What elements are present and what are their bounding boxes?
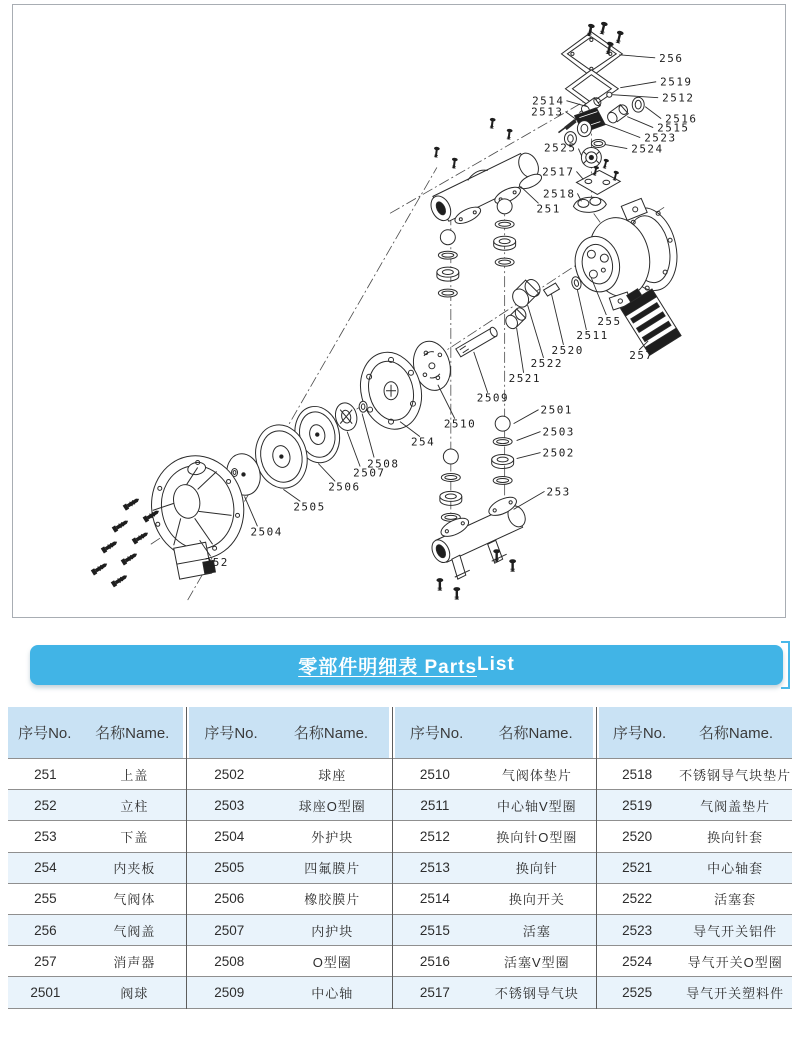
table-row	[8, 759, 792, 790]
part-2522-piston-sleeve	[510, 277, 543, 310]
part-number: 2514	[419, 891, 450, 907]
callout-2524: 2524	[631, 142, 664, 156]
col-header-no: 序号No.	[409, 725, 464, 742]
leader-line-2523	[601, 123, 640, 138]
part-number: 251	[34, 766, 57, 782]
callout-2505: 2505	[293, 500, 326, 514]
part-name: 活塞套	[714, 892, 757, 908]
row-group-1	[8, 790, 186, 820]
part-2518-guide-block-gasket	[573, 197, 606, 212]
table-row	[8, 790, 792, 821]
part-number: 2515	[419, 922, 450, 938]
leader-line-2509	[474, 352, 488, 393]
parts-list-title-underlined: 零部件明细表 Parts	[298, 656, 478, 678]
callout-2508: 2508	[367, 457, 400, 471]
leader-line-2512	[612, 95, 658, 98]
row-group-4	[596, 946, 792, 976]
part-251-upper-cover	[427, 150, 544, 227]
callout-251: 251	[536, 202, 561, 216]
row-group-2	[186, 821, 392, 851]
row-group-2	[186, 946, 392, 976]
part-2525-air-switch-plastic	[581, 148, 601, 168]
part-name: 下盖	[120, 829, 149, 845]
callout-2516: 2516	[665, 112, 698, 126]
leader-line-2520	[552, 294, 564, 345]
callout-2501: 2501	[540, 403, 573, 417]
leader-line-2504	[245, 496, 258, 526]
table-divider-2	[392, 707, 393, 1009]
ball-seat-stack-upper-left	[437, 230, 459, 297]
part-number: 255	[34, 891, 57, 907]
part-number: 257	[34, 953, 57, 969]
part-number: 2512	[419, 828, 450, 844]
table-row	[8, 884, 792, 915]
row-group-1	[8, 821, 186, 851]
part-name: 中心轴套	[707, 861, 764, 877]
row-group-4	[596, 853, 792, 883]
row-group-3	[392, 884, 596, 914]
row-group-3	[392, 790, 596, 820]
part-number: 2516	[419, 953, 450, 969]
row-group-1	[8, 946, 186, 976]
part-name: 气阀盖	[113, 923, 156, 939]
leader-line-256	[619, 55, 655, 58]
row-group-3	[392, 946, 596, 976]
table-divider-3	[596, 707, 597, 1009]
leader-line-2506	[318, 464, 335, 482]
leader-line-2515	[627, 117, 653, 128]
part-name: 内夹板	[113, 861, 156, 877]
leader-line-2522	[528, 305, 544, 358]
row-group-1	[8, 853, 186, 883]
row-group-3	[392, 853, 596, 883]
part-number: 253	[34, 828, 57, 844]
leader-line-2507	[347, 432, 360, 467]
part-name: 换向针O型圈	[496, 829, 578, 845]
parts-list-title-bar	[30, 645, 783, 685]
row-group-3	[392, 759, 596, 789]
part-name: 中心轴V型圈	[496, 798, 577, 814]
header-group-3	[395, 707, 593, 758]
col-header-no: 序号No.	[204, 725, 258, 742]
leader-line-2524	[605, 145, 627, 149]
callout-2506: 2506	[328, 480, 361, 494]
row-group-2	[186, 977, 392, 1007]
part-name: 气阀盖垫片	[700, 798, 771, 814]
row-group-2	[186, 884, 392, 914]
part-number: 2522	[622, 891, 653, 907]
callout-2504: 2504	[250, 525, 283, 539]
part-number: 2503	[214, 797, 245, 813]
exploded-diagram-panel	[12, 4, 786, 618]
part-255-air-valve-body	[570, 198, 684, 310]
part-2508-o-ring	[359, 401, 367, 412]
part-name: 球座O型圈	[298, 798, 366, 814]
callout-2511: 2511	[576, 328, 609, 342]
leader-line-251	[521, 186, 539, 203]
pump-exploded-view	[13, 5, 785, 617]
callout-2513: 2513	[531, 105, 564, 119]
part-name: 球座	[318, 767, 347, 783]
row-group-2	[186, 759, 392, 789]
callout-2525: 2525	[544, 141, 577, 155]
leader-line-2501	[514, 410, 539, 424]
callout-2512: 2512	[662, 91, 695, 105]
part-2521-shaft-sleeve	[504, 306, 529, 331]
row-group-2	[186, 790, 392, 820]
callout-2509: 2509	[476, 391, 510, 405]
row-group-1	[8, 759, 186, 789]
parts-table-header	[8, 707, 792, 758]
row-group-1	[8, 884, 186, 914]
part-2515-piston	[606, 103, 630, 124]
part-name: 内护块	[311, 923, 354, 939]
cover-bolts	[91, 496, 161, 587]
row-group-4	[596, 790, 792, 820]
callout-254: 254	[410, 435, 436, 449]
ball-seat-stack-lower-right	[492, 416, 514, 484]
part-name: 消声器	[113, 954, 156, 970]
callout-2521: 2521	[508, 371, 542, 385]
leader-line-253	[514, 491, 545, 509]
callout-257: 257	[629, 348, 654, 362]
part-name: 导气开关O型圈	[687, 954, 783, 970]
table-row	[8, 821, 792, 852]
part-name: 立柱	[120, 798, 149, 814]
part-2517-air-guide-block	[576, 170, 620, 194]
part-name: 四氟膜片	[304, 861, 361, 877]
part-number: 2505	[214, 860, 245, 876]
row-group-4	[596, 977, 792, 1007]
part-name: 不锈钢导气块	[494, 985, 579, 1001]
part-name: 阀球	[120, 985, 149, 1001]
callout-252: 252	[204, 556, 229, 570]
callout-2523: 2523	[644, 131, 677, 145]
callout-2510: 2510	[443, 417, 477, 431]
header-group-4	[599, 707, 792, 758]
header-group-2	[189, 707, 389, 758]
part-name: O型圈	[312, 954, 352, 970]
part-number: 2519	[622, 797, 653, 813]
col-header-no: 序号No.	[612, 725, 667, 742]
row-group-3	[392, 915, 596, 945]
table-row	[8, 946, 792, 977]
part-number: 2520	[622, 828, 653, 844]
part-number: 2518	[622, 766, 653, 782]
leader-line-2508	[362, 414, 374, 458]
callout-2520: 2520	[551, 343, 584, 357]
part-number: 254	[34, 860, 57, 876]
col-header-name: 名称Name.	[698, 725, 774, 742]
callout-2517: 2517	[542, 165, 575, 179]
part-name: 不锈钢导气块垫片	[679, 767, 792, 783]
title-bar-edge-bracket	[781, 641, 790, 689]
leader-line-2516	[645, 107, 661, 119]
row-group-3	[392, 821, 596, 851]
part-number: 256	[34, 922, 57, 938]
part-number: 2501	[30, 984, 61, 1000]
row-group-4	[596, 884, 792, 914]
callout-256: 256	[659, 51, 684, 65]
part-name: 换向开关	[508, 892, 565, 908]
part-2512-o-ring	[607, 92, 612, 97]
leader-line-2502	[517, 453, 541, 459]
callout-2518: 2518	[543, 187, 576, 201]
leader-line-2503	[517, 432, 541, 441]
callout-2507: 2507	[353, 466, 386, 480]
leader-line-2525	[578, 149, 581, 156]
table-row	[8, 915, 792, 946]
part-name: 导气开关铝件	[693, 923, 778, 939]
table-divider-1	[186, 707, 187, 1009]
row-group-1	[8, 977, 186, 1007]
part-name: 换向针套	[707, 829, 764, 845]
part-2516-piston-v-ring	[632, 97, 644, 112]
leader-line-2510	[438, 385, 455, 419]
col-header-name: 名称Name.	[95, 725, 170, 742]
part-name: 换向针	[515, 861, 558, 877]
part-number: 2513	[419, 860, 450, 876]
part-number: 2511	[420, 797, 450, 813]
row-group-4	[596, 759, 792, 789]
callout-2515: 2515	[657, 121, 690, 135]
callout-2519: 2519	[660, 75, 693, 89]
parts-table	[8, 707, 792, 1009]
parts-table-body	[8, 758, 792, 1009]
part-number: 2524	[622, 953, 653, 969]
ball-seat-stack-upper-right	[494, 199, 516, 266]
part-number: 2509	[214, 984, 245, 1000]
leader-line-2511	[577, 290, 586, 330]
part-2509-center-shaft	[456, 326, 499, 357]
part-name: 气阀体垫片	[501, 767, 572, 783]
part-number: 2523	[622, 922, 653, 938]
row-group-2	[186, 853, 392, 883]
part-number: 2506	[214, 891, 245, 907]
part-2524-air-switch-o-ring	[591, 140, 605, 148]
part-number: 2502	[214, 766, 245, 782]
table-row	[8, 977, 792, 1008]
part-number: 2517	[419, 984, 450, 1000]
leader-line-2517	[576, 171, 583, 179]
part-number: 2508	[214, 953, 245, 969]
leader-line-2521	[517, 328, 524, 373]
row-group-1	[8, 915, 186, 945]
callout-253: 253	[546, 485, 571, 499]
row-group-4	[596, 915, 792, 945]
row-group-3	[392, 977, 596, 1007]
part-name: 外护块	[311, 829, 354, 845]
manifold-screws	[433, 118, 513, 169]
part-number: 2510	[419, 766, 450, 782]
col-header-name: 名称Name.	[498, 725, 573, 742]
part-number: 2525	[622, 984, 653, 1000]
callout-255: 255	[597, 314, 622, 328]
callout-2522: 2522	[530, 356, 563, 370]
part-name: 导气开关塑料件	[686, 985, 785, 1001]
part-name: 橡胶膜片	[304, 892, 361, 908]
col-header-name: 名称Name.	[293, 725, 369, 742]
callout-2514: 2514	[532, 94, 565, 108]
part-number: 2504	[214, 828, 245, 844]
row-group-4	[596, 821, 792, 851]
row-group-2	[186, 915, 392, 945]
part-name: 活塞	[522, 923, 551, 939]
header-group-1	[8, 707, 183, 758]
part-number: 2507	[214, 922, 245, 938]
callout-2503: 2503	[542, 425, 575, 439]
part-name: 中心轴	[311, 985, 354, 1001]
parts-list-title-rest: List	[477, 654, 515, 675]
part-name: 上盖	[120, 767, 149, 783]
table-row	[8, 853, 792, 884]
part-name: 活塞V型圈	[503, 954, 570, 970]
callout-2502: 2502	[542, 446, 575, 460]
part-name: 气阀体	[113, 892, 156, 908]
part-number: 252	[34, 797, 57, 813]
part-number: 2521	[622, 860, 653, 876]
leader-line-2519	[620, 82, 656, 88]
col-header-no: 序号No.	[18, 725, 72, 742]
